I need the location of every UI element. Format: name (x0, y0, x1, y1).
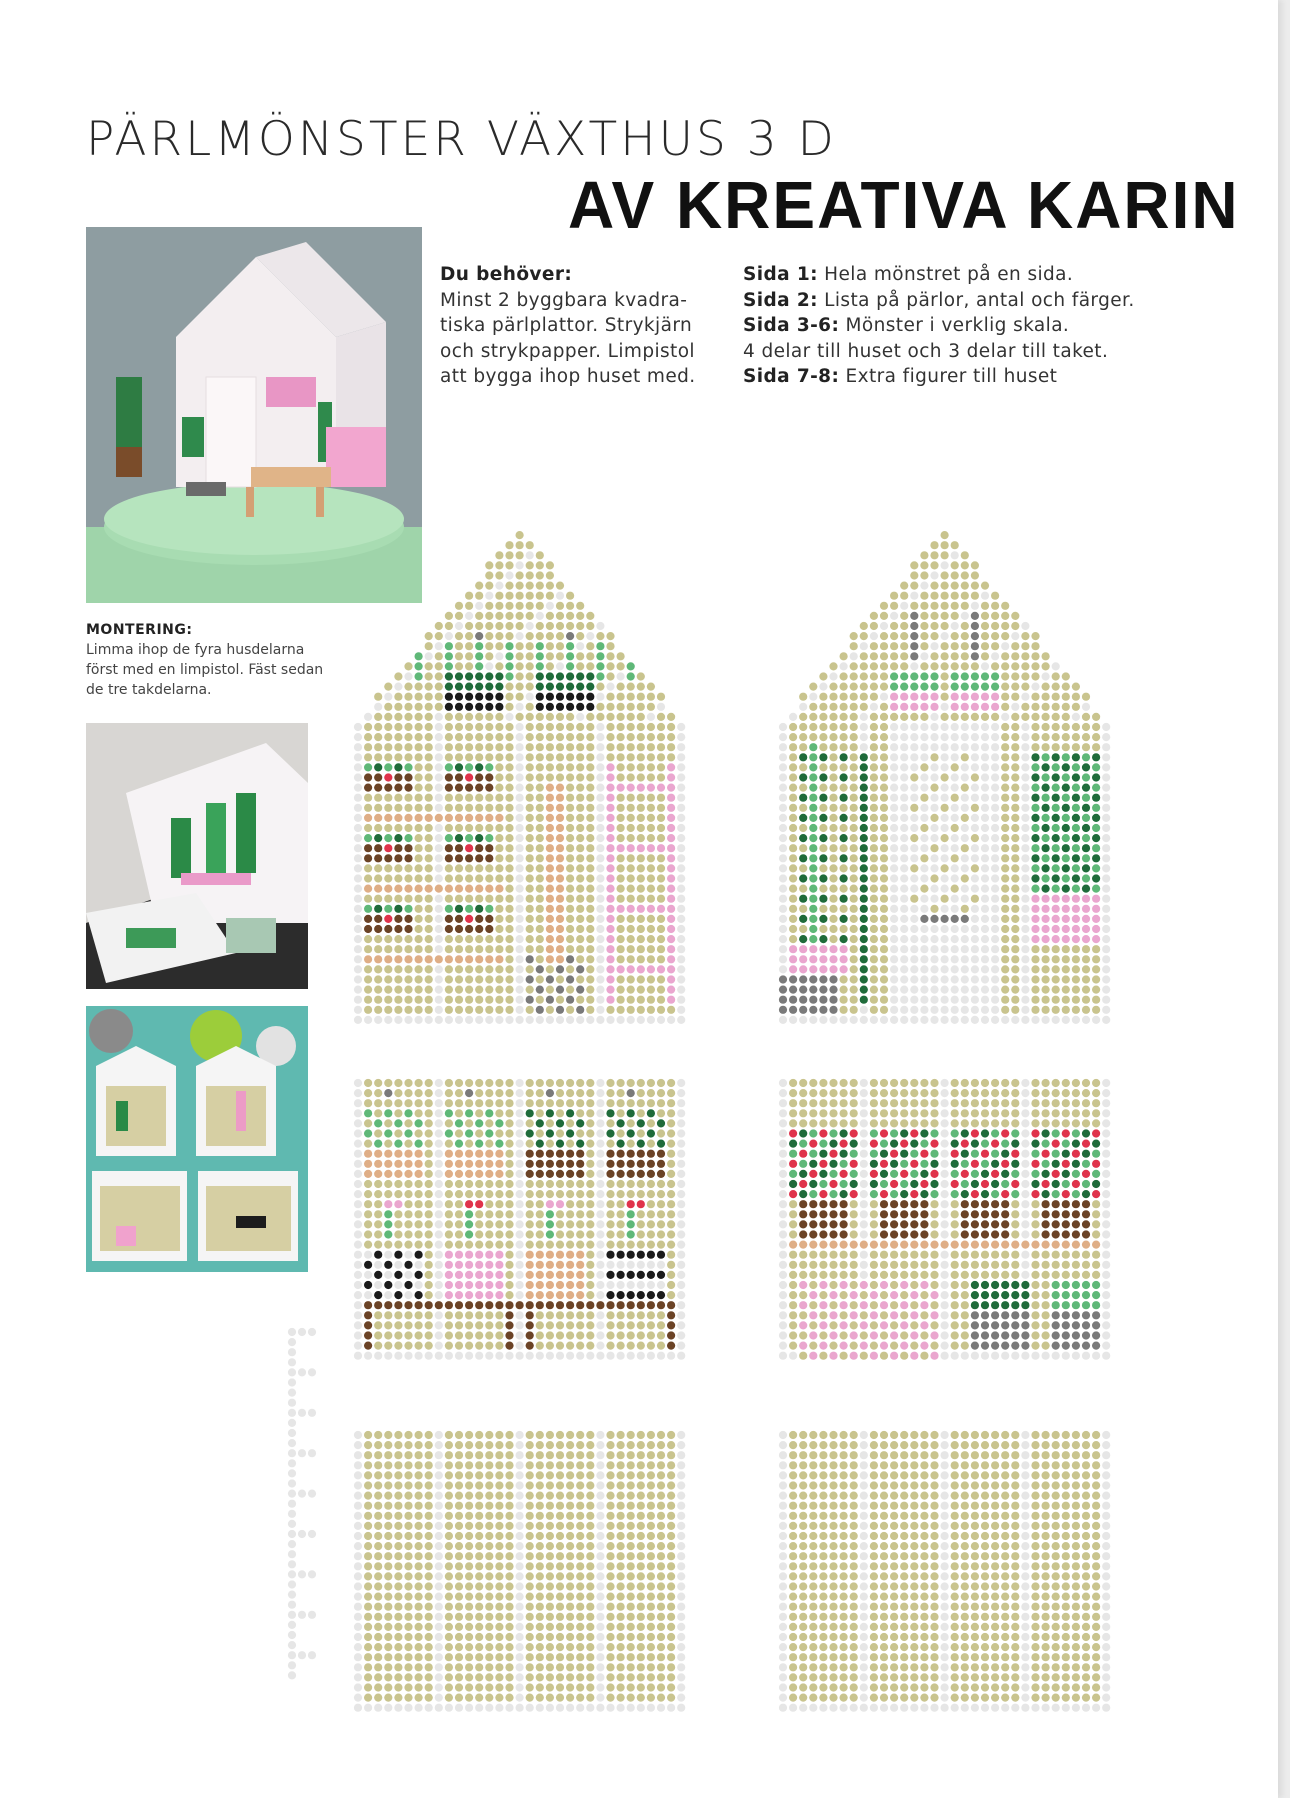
page-index-item: Sida 7-8: Extra figurer till huset (743, 366, 1058, 387)
page-index-item: Sida 3-6: Mönster i verklig skala. (743, 315, 1070, 336)
assembly-line: Limma ihop de fyra husdelarna (86, 642, 305, 658)
assembly-line: de tre takdelarna. (86, 682, 212, 698)
page-title: PÄRLMÖNSTER VÄXTHUS 3 D (86, 112, 837, 167)
page-subtitle: AV KREATIVA KARIN (568, 167, 1240, 243)
assembly-line: först med en limpistol. Fäst sedan (86, 662, 324, 678)
materials-line: och strykpapper. Limpistol (440, 340, 695, 362)
assembly-heading: MONTERING: (86, 622, 193, 638)
page-index-item: 4 delar till huset och 3 delar till taket. (743, 340, 1109, 362)
page-index-item: Sida 1: Hela mönstret på en sida. (743, 264, 1074, 285)
page-index-item: Sida 2: Lista på pärlor, antal och färger. (743, 289, 1135, 311)
materials-line: tiska pärlplattor. Strykjärn (440, 315, 693, 336)
materials-heading: Du behöver: (440, 264, 573, 285)
materials-line: Minst 2 byggbara kvadra- (440, 289, 688, 311)
materials-line: att bygga ihop huset med. (440, 366, 696, 387)
